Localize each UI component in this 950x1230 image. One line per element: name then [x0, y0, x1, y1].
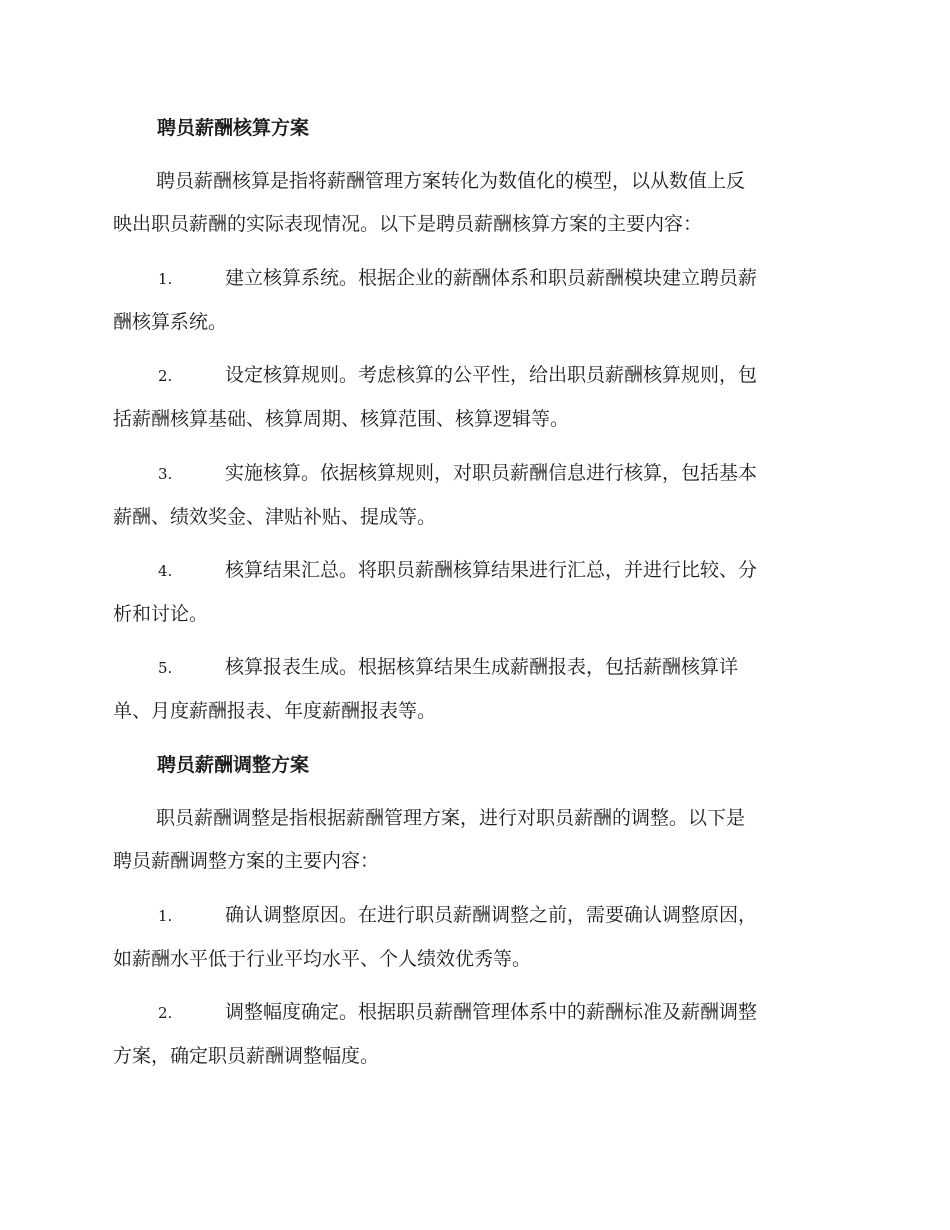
list-item	[113, 549, 835, 636]
list-item-number: 3.	[158, 465, 173, 483]
list-item-text: 设定核算规则。考虑核算的公平性，给出职员薪酬核算规则，包	[225, 364, 758, 386]
list-item-continuation: 析和讨论。	[113, 603, 209, 625]
list-item	[113, 646, 835, 733]
list-item	[113, 991, 835, 1078]
list-item-continuation: 如薪酬水平低于行业平均水平、个人绩效优秀等。	[113, 948, 532, 970]
list-item-text: 调整幅度确定。根据职员薪酬管理体系中的薪酬标准及薪酬调整	[225, 1001, 758, 1023]
list-item-continuation: 酬核算系统。	[113, 311, 228, 333]
list-item	[113, 257, 835, 344]
intro-line: 聘员薪酬调整方案的主要内容：	[113, 850, 380, 872]
list-item	[113, 452, 835, 539]
list-item-number: 1.	[158, 270, 173, 288]
list-item-text: 核算报表生成。根据核算结果生成薪酬报表，包括薪酬核算详	[225, 656, 739, 678]
section-intro-accounting	[113, 160, 835, 246]
section-heading-adjustment: 聘员薪酬调整方案	[157, 754, 310, 776]
list-item-continuation: 单、月度薪酬报表、年度薪酬报表等。	[113, 700, 437, 722]
list-item-continuation: 括薪酬核算基础、核算周期、核算范围、核算逻辑等。	[113, 408, 570, 430]
list-item	[113, 354, 835, 441]
list-item-number: 5.	[158, 659, 173, 677]
intro-line: 聘员薪酬核算是指将薪酬管理方案转化为数值化的模型，以从数值上反	[156, 170, 746, 192]
list-item-number: 4.	[158, 562, 173, 580]
list-item-number: 2.	[158, 367, 173, 385]
list-item-continuation: 方案，确定职员薪酬调整幅度。	[113, 1045, 380, 1067]
list-item-text: 确认调整原因。在进行职员薪酬调整之前，需要确认调整原因，	[225, 904, 758, 926]
list-item-number: 2.	[158, 1004, 173, 1022]
list-item	[113, 894, 835, 981]
list-item-text: 实施核算。依据核算规则，对职员薪酬信息进行核算，包括基本	[225, 462, 758, 484]
intro-line: 映出职员薪酬的实际表现情况。以下是聘员薪酬核算方案的主要内容：	[113, 213, 703, 235]
list-item-text: 建立核算系统。根据企业的薪酬体系和职员薪酬模块建立聘员薪	[225, 267, 758, 289]
intro-line: 职员薪酬调整是指根据薪酬管理方案，进行对职员薪酬的调整。以下是	[156, 807, 746, 829]
section-intro-adjustment	[113, 797, 835, 883]
section-heading-accounting: 聘员薪酬核算方案	[157, 117, 310, 139]
list-item-text: 核算结果汇总。将职员薪酬核算结果进行汇总，并进行比较、分	[225, 559, 758, 581]
list-item-continuation: 薪酬、绩效奖金、津贴补贴、提成等。	[113, 506, 437, 528]
list-item-number: 1.	[158, 907, 173, 925]
